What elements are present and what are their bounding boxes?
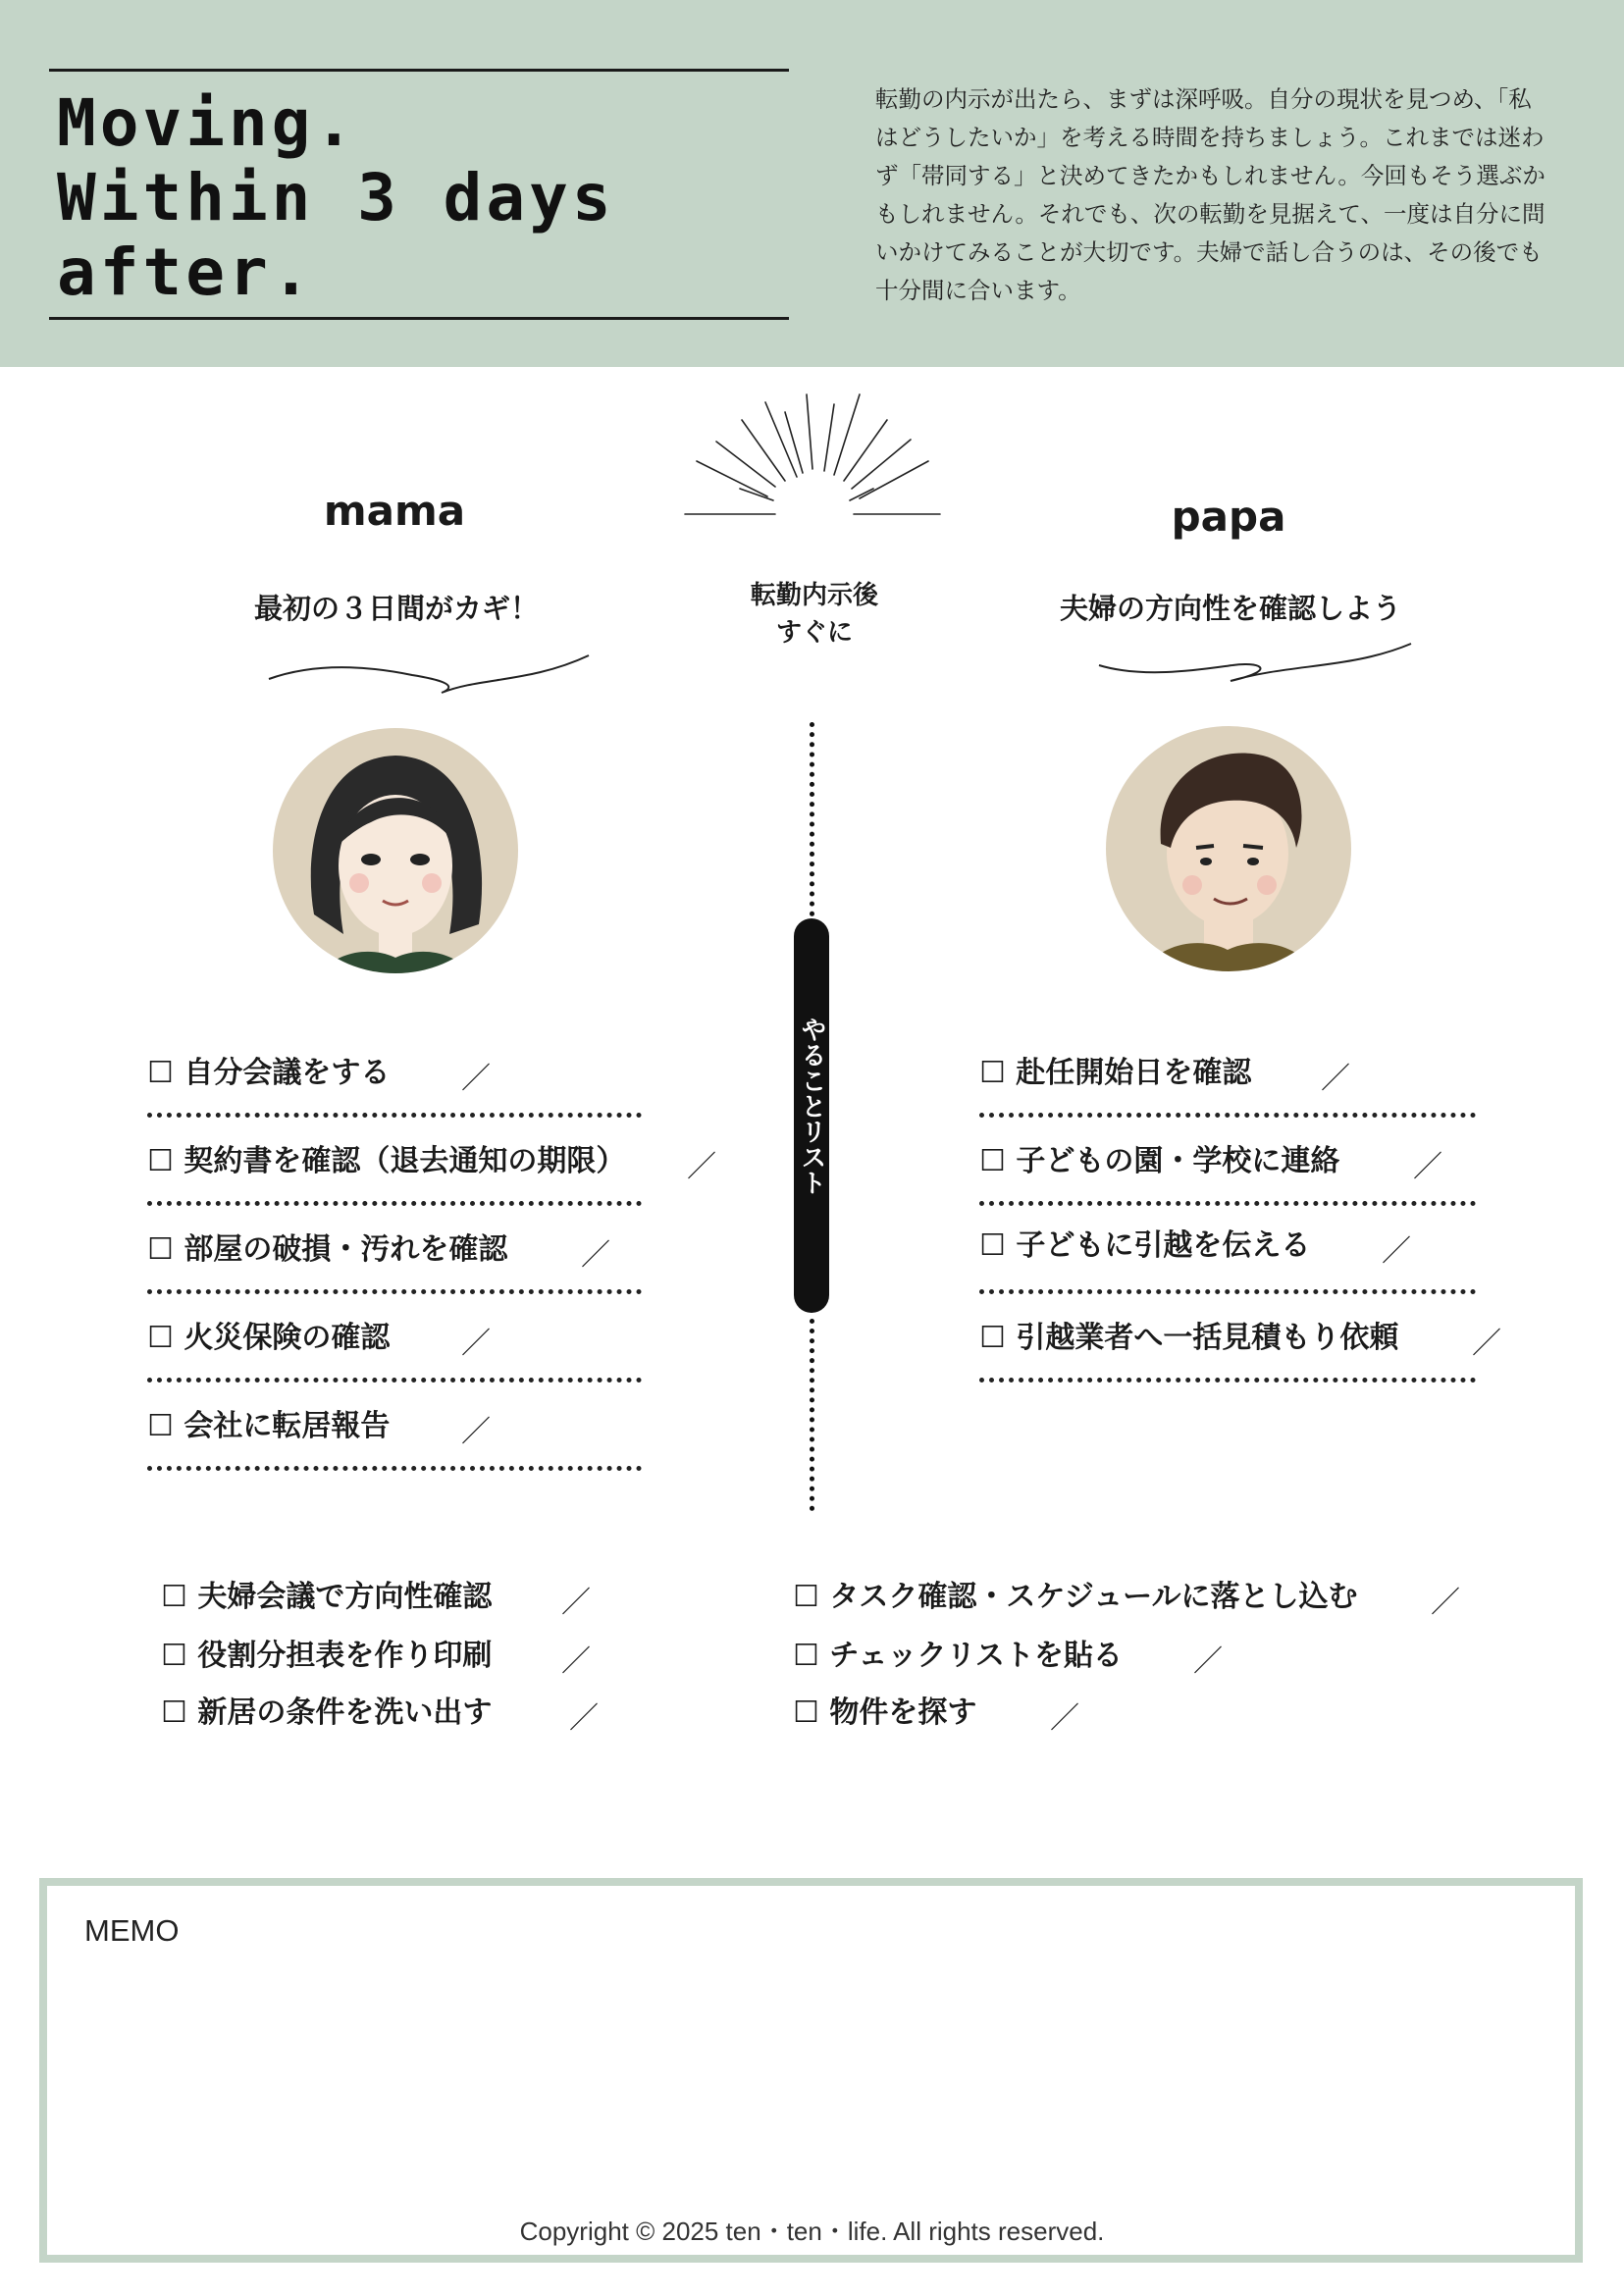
task-divider [147,1289,642,1294]
papa-avatar [1106,726,1351,971]
copyright-notice: Copyright © 2025 ten・ten・life. All rights reserved. [519,2217,1105,2246]
date-slash: ／ [1321,1062,1350,1096]
papa-task[interactable]: ☐ 子どもに引越を伝える [979,1228,1311,1263]
date-slash: ／ [581,1238,610,1273]
date-slash: ／ [461,1327,491,1361]
date-slash: ／ [1193,1644,1223,1679]
papa-name: papa [1171,493,1286,541]
papa-portrait-illustration [1106,726,1351,971]
task-divider [979,1289,1476,1294]
date-slash: ／ [1413,1150,1442,1184]
mama-task[interactable]: ☐ 契約書を確認（退去通知の期限） [147,1144,626,1178]
date-slash: ／ [1472,1327,1501,1361]
mama-tagline-swoosh [265,650,595,695]
title-bottom-rule [49,317,789,320]
page-title: Moving. Within 3 days after. [57,85,615,310]
memo-label: MEMO [84,1913,180,1948]
date-slash: ／ [1431,1586,1460,1620]
mama-name: mama [323,487,466,535]
mama-tagline: 最初の３日間がカギ！ [253,592,539,625]
date-slash: ／ [561,1586,591,1620]
date-slash: ／ [687,1150,716,1184]
papa-tagline: 夫婦の方向性を確認しよう [1059,592,1401,625]
shared-task[interactable]: ☐ 新居の条件を洗い出す [161,1696,493,1730]
shared-task[interactable]: ☐ 役割分担表を作り印刷 [161,1639,493,1673]
shared-task[interactable]: ☐ チェックリストを貼る [793,1639,1123,1673]
date-slash: ／ [461,1415,491,1449]
task-divider [147,1201,642,1206]
papa-tagline-swoosh [1095,640,1415,685]
date-slash: ／ [569,1701,599,1736]
task-divider [147,1466,642,1471]
date-slash: ／ [1382,1234,1411,1269]
mama-portrait-illustration [273,728,518,973]
date-slash: ／ [561,1644,591,1679]
task-divider [979,1378,1476,1383]
mama-task[interactable]: ☐ 火災保険の確認 [147,1321,391,1355]
shared-task[interactable]: ☐ タスク確認・スケジュールに落とし込む [793,1580,1358,1614]
task-divider [147,1378,642,1383]
sunburst-decoration [677,391,952,523]
papa-task[interactable]: ☐ 赴任開始日を確認 [979,1056,1252,1090]
papa-task[interactable]: ☐ 子どもの園・学校に連絡 [979,1144,1340,1178]
mama-task[interactable]: ☐ 会社に転居報告 [147,1409,391,1443]
date-slash: ／ [461,1062,491,1096]
mama-task[interactable]: ☐ 部屋の破損・汚れを確認 [147,1232,508,1267]
papa-task[interactable]: ☐ 引越業者へ一括見積もり依頼 [979,1321,1399,1355]
task-divider [979,1201,1476,1206]
task-divider [979,1113,1476,1118]
intro-paragraph: 転勤の内示が出たら、まずは深呼吸。自分の現状を見つめ、「私はどうしたいか」を考える時間を持ちましょう。これまでは迷わず「帯同する」と決めてきたかもしれません。今回もそう選ぶかもしれません。それでも、次の転勤を見据えて、一度は自分に問いかけてみることが大切です。夫婦で話し合うのは、その後でも十分間に合います。 [875,85,1545,304]
center-dotted-line-bottom [810,1319,814,1511]
todo-list-label: やることリスト [797,1017,826,1195]
mama-task[interactable]: ☐ 自分会議をする [147,1056,391,1090]
date-slash: ／ [1050,1701,1079,1736]
center-timing-label: 転勤内示後 すぐに [750,581,878,648]
shared-task[interactable]: ☐ 物件を探す [793,1696,977,1730]
task-divider [147,1113,642,1118]
title-top-rule [49,69,789,72]
memo-box[interactable] [39,1878,1583,2263]
mama-avatar [273,728,518,973]
center-dotted-line-top [810,722,814,916]
shared-task[interactable]: ☐ 夫婦会議で方向性確認 [161,1580,493,1614]
